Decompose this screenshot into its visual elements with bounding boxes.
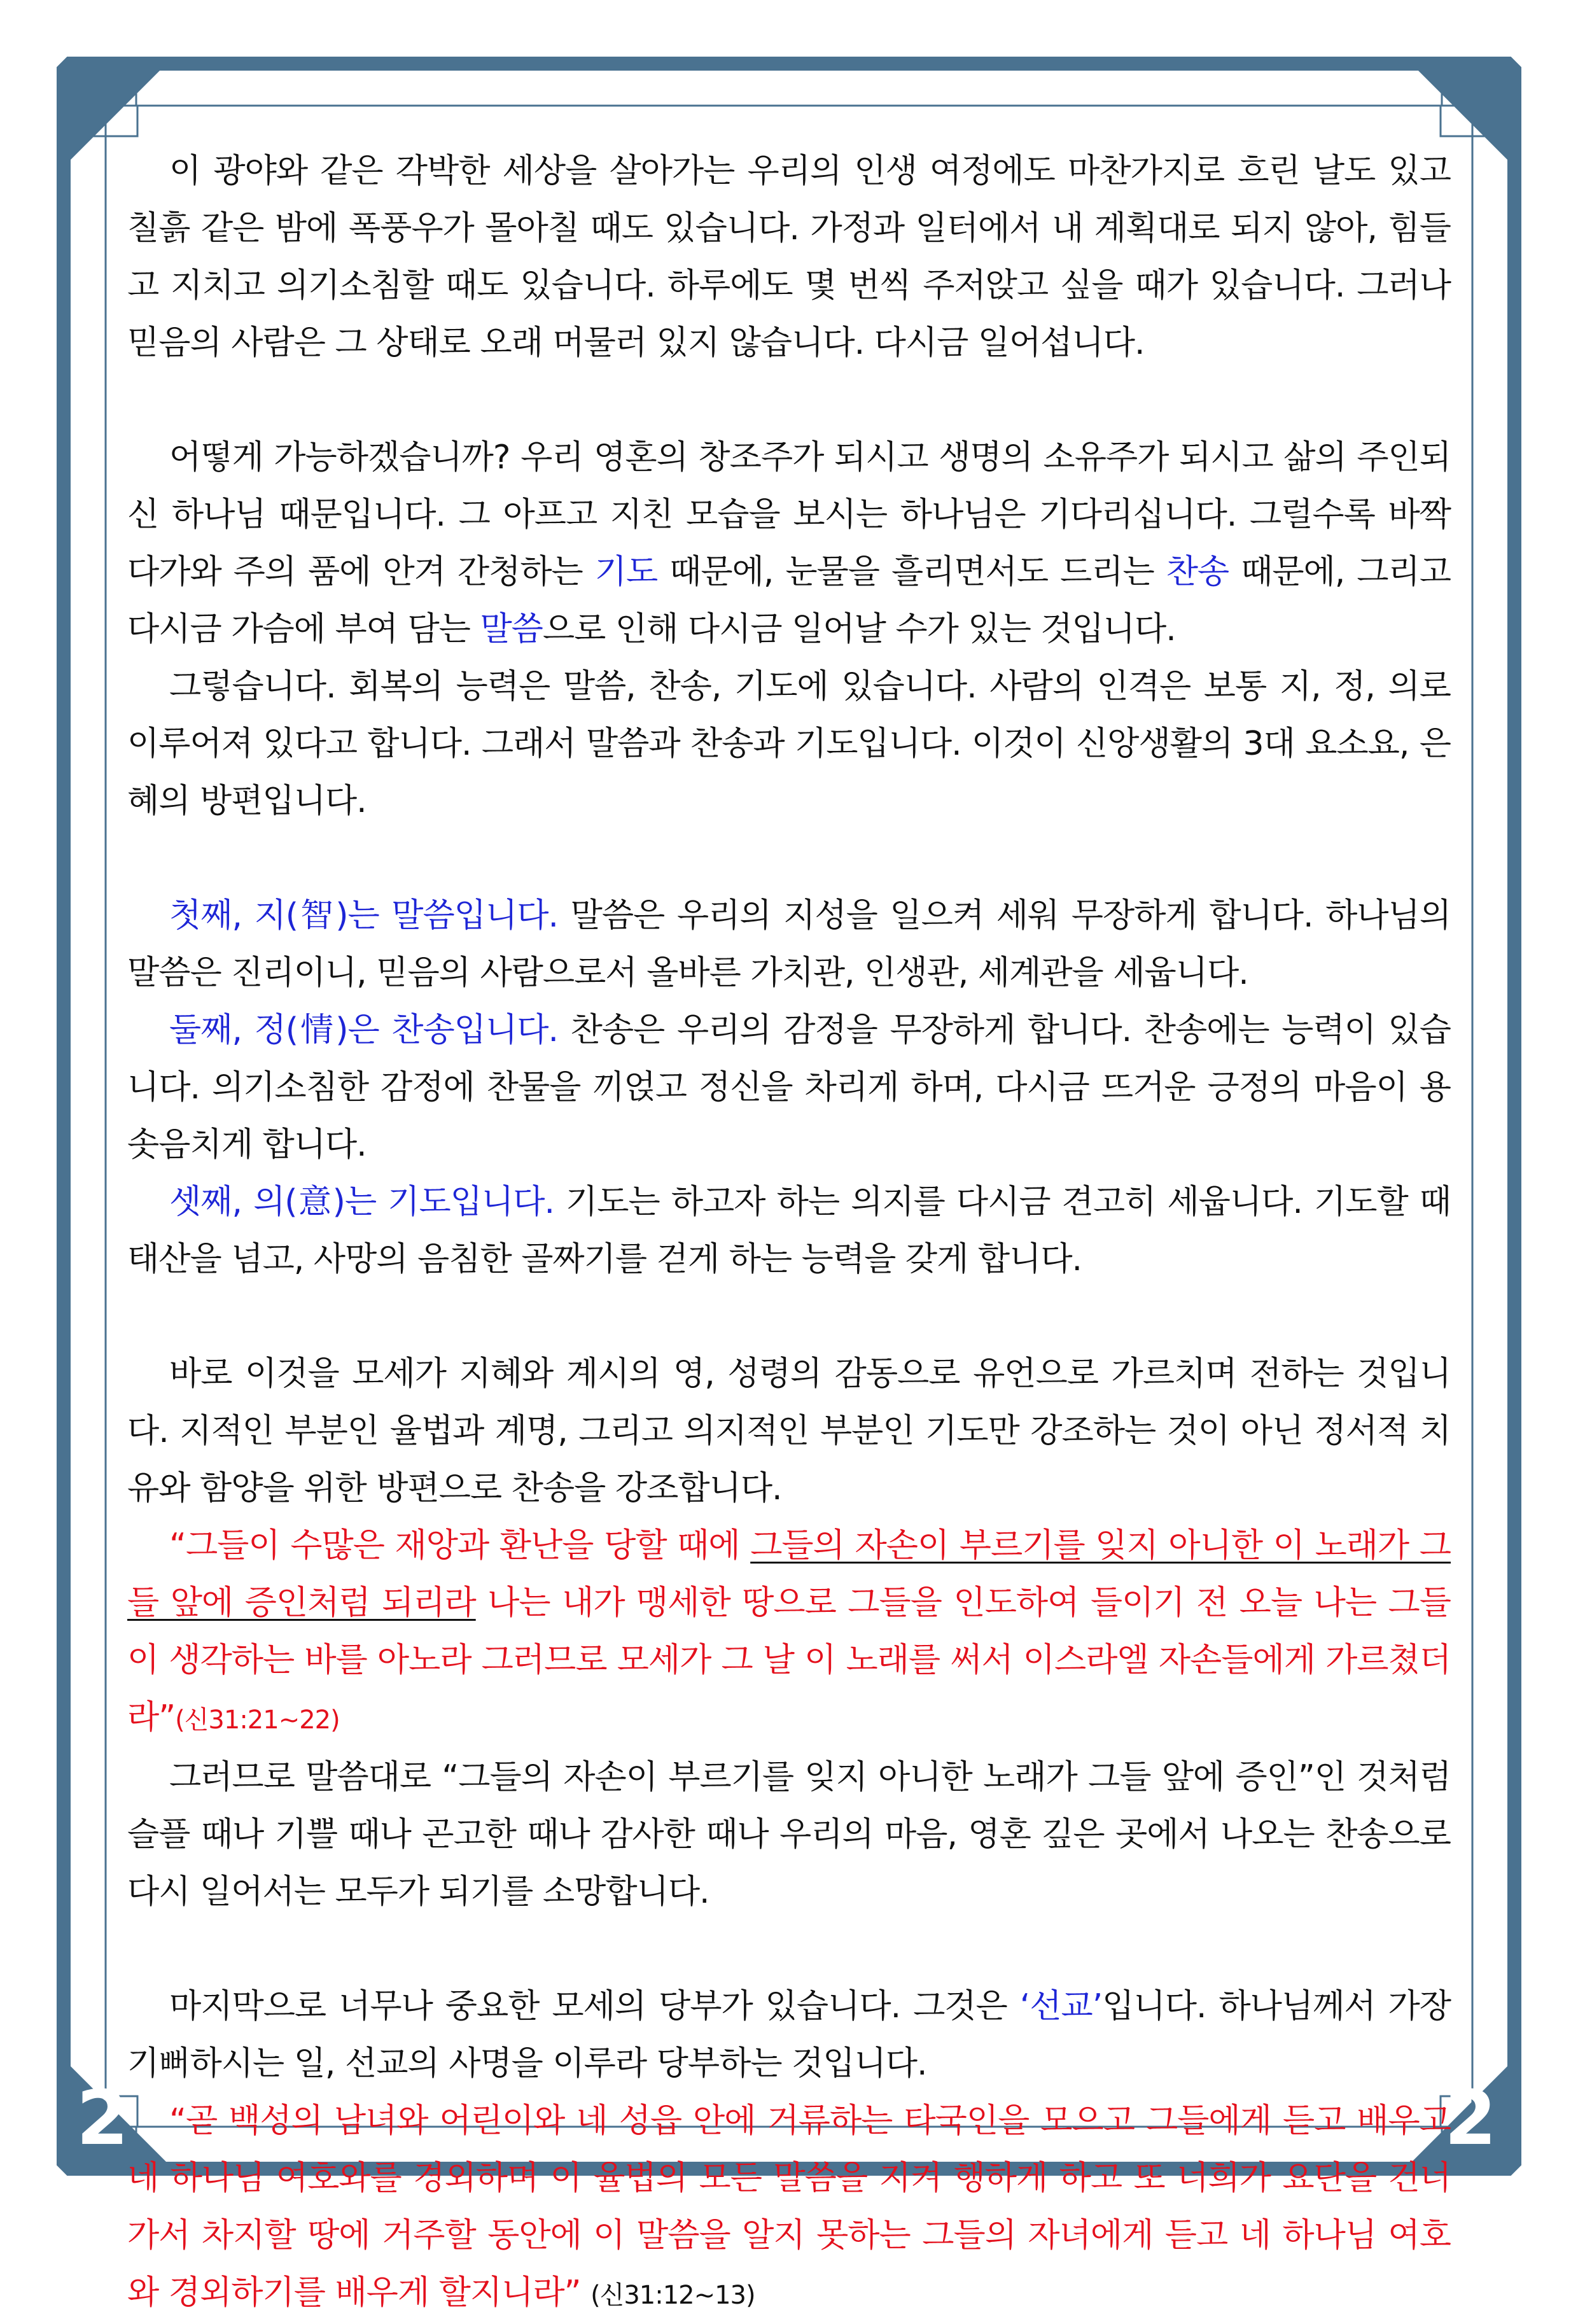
scripture-quote-1: “그들이 수많은 재앙과 환난을 당할 때에 그들의 자손이 부르기를 잊지 아니한 이 노래가 그들 앞에 증인처럼 되리라 나는 내가 맹세한 땅으로 그들을 인도하여 들이기 전 오늘 나는 그들이 생각하는 바를 아노라 그러므로 모세가 그 날 이 노래를 써서 이스라엘 자손들에게 가르쳤더라”(신31:21~22) [127,1527,1451,1737]
page-number-left: 2 [76,2074,129,2162]
paragraph-how-possible: 어떻게 가능하겠습니까? 우리 영혼의 창조주가 되시고 생명의 소유주가 되시고 삶의 주인되신 하나님 때문입니다. 그 아프고 지친 모습을 보시는 하나님은 기다리십니다. 그럴수록 바짝 다가와 주의 품에 안겨 간청하는 기도 때문에, 눈물을 흘리면서도 드리는 찬송 때문에, 그리고 다시금 가슴에 부여 담는 말씀으로 인해 다시금 일어날 수가 있는 것입니다. [127,438,1451,648]
paragraph-hope: 그러므로 말씀대로 “그들의 자손이 부르기를 잊지 아니한 노래가 그들 앞에 증인”인 것처럼 슬플 때나 기쁠 때나 곤고한 때나 감사한 때나 우리의 마음, 영혼 깊은 곳에서 나오는 찬송으로 다시 일어서는 모두가 되기를 소망합니다. [127,1758,1451,1911]
keyword-prayer: 기도 [594,553,658,591]
heading-third: 셋째, 의(意)는 기도입니다. [169,1183,554,1221]
keyword-praise: 찬송 [1166,553,1229,591]
underlined-phrase: 그들의 자손이 부르기를 잊지 아니한 이 노래가 그들 앞에 증인처럼 되리라 [127,1527,1451,1622]
page-number-right: 2 [1444,2074,1497,2162]
heading-second: 둘째, 정(情)은 찬송입니다. [169,1011,558,1049]
scripture-reference-2: (신31:12~13) [590,2281,755,2310]
scripture-quote-2: “곧 백성의 남녀와 어린이와 네 성읍 안에 거류하는 타국인을 모으고 그들에게 듣고 배우고 네 하나님 여호와를 경외하며 이 율법의 모든 말씀을 지켜 행하게 하고 또 너희가 요단을 건너가서 차지할 땅에 거주할 동안에 이 말씀을 알지 못하는 그들의 자녀에게 듣고 네 하나님 여호와 경외하기를 배우게 할지니라” (신31:12~13) [127,2102,1451,2312]
paragraph-intro: 이 광야와 같은 각박한 세상을 살아가는 우리의 인생 여정에도 마찬가지로 흐린 날도 있고 칠흙 같은 밤에 폭풍우가 몰아칠 때도 있습니다. 가정과 일터에서 내 계획대로 되지 않아, 힘들고 지치고 의기소침할 때도 있습니다. 하루에도 몇 번씩 주저앉고 싶을 때가 있습니다. 그러나 믿음의 사람은 그 상태로 오래 머물러 있지 않습니다. 다시금 일어섭니다. [127,152,1451,362]
paragraph-mission: 마지막으로 너무나 중요한 모세의 당부가 있습니다. 그것은 ‘선교’입니다. 하나님께서 가장 기뻐하시는 일, 선교의 사명을 이루라 당부하는 것입니다. [127,1987,1451,2083]
paragraph-first-word: 첫째, 지(智)는 말씀입니다. 말씀은 우리의 지성을 일으켜 세워 무장하게 합니다. 하나님의 말씀은 진리이니, 믿음의 사람으로서 올바른 가치관, 인생관, 세계관을 세웁니다. [127,897,1451,992]
page-body [127,143,1451,2324]
paragraph-moses: 바로 이것을 모세가 지혜와 계시의 영, 성령의 감동으로 유언으로 가르치며 전하는 것입니다. 지적인 부분인 율법과 계명, 그리고 의지적인 부분인 기도만 강조하는 것이 아닌 정서적 치유와 함양을 위한 방편으로 찬송을 강조합니다. [127,1355,1451,1508]
heading-first: 첫째, 지(智)는 말씀입니다. [169,897,558,935]
paragraph-three-elements: 그렇습니다. 회복의 능력은 말씀, 찬송, 기도에 있습니다. 사람의 인격은 보통 지, 정, 의로 이루어져 있다고 합니다. 그래서 말씀과 찬송과 기도입니다. 이것이 신앙생활의 3대 요소요, 은혜의 방편입니다. [127,668,1451,820]
paragraph-second-praise: 둘째, 정(情)은 찬송입니다. 찬송은 우리의 감정을 무장하게 합니다. 찬송에는 능력이 있습니다. 의기소침한 감정에 찬물을 끼얹고 정신을 차리게 하며, 다시금 뜨거운 긍정의 마음이 용솟음치게 합니다. [127,1011,1451,1164]
scripture-reference-1: (신31:21~22) [175,1705,340,1735]
keyword-mission: ‘선교’ [1019,1987,1103,2026]
paragraph-third-prayer: 셋째, 의(意)는 기도입니다. 기도는 하고자 하는 의지를 다시금 견고히 세웁니다. 기도할 때 태산을 넘고, 사망의 음침한 골짜기를 걷게 하는 능력을 갖게 합니다. [127,1183,1451,1278]
keyword-word: 말씀 [480,610,543,648]
